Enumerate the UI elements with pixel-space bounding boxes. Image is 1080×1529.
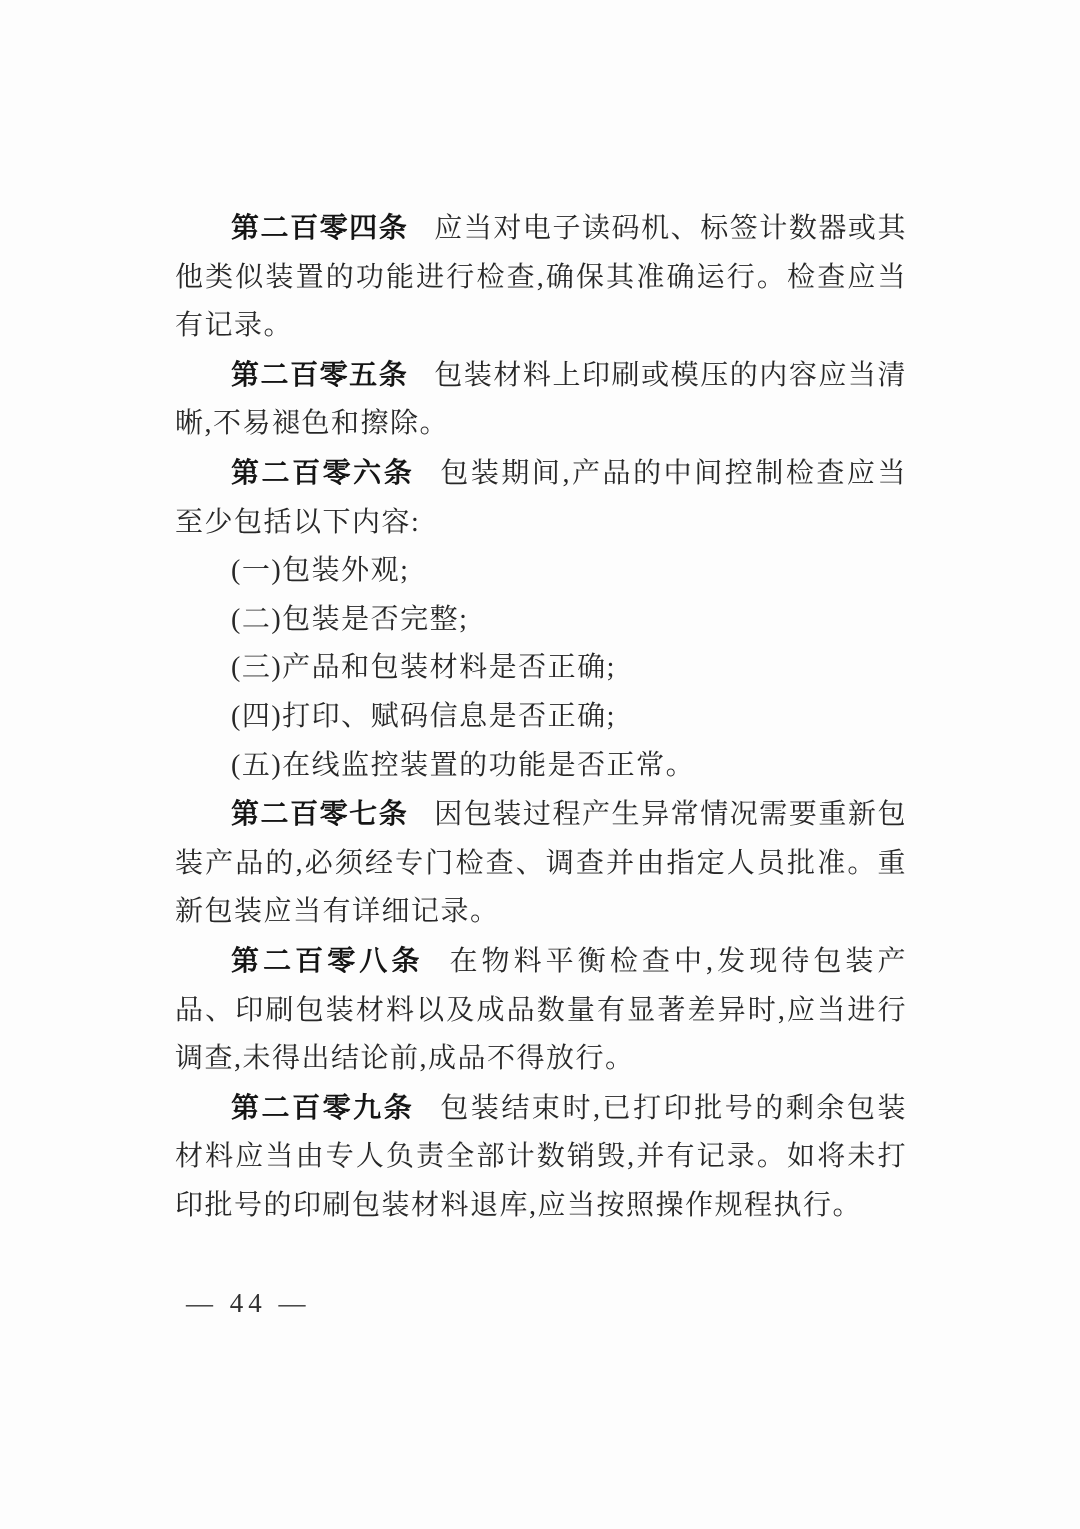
article-204-body: 应当对电子读码机、标签计数器或其他类似装置的功能进行检查,确保其准确运行。检查应当有记录。: [175, 213, 907, 342]
article-206: [175, 449, 907, 547]
article-207-heading: 第二百零七条: [231, 798, 409, 830]
article-206-item-2: (二)包装是否完整;: [231, 603, 469, 635]
article-209: [175, 1084, 907, 1231]
article-206-item-3: (三)产品和包装材料是否正确;: [231, 652, 616, 684]
article-208: [175, 937, 907, 1084]
page-number: — 44 —: [186, 1288, 311, 1318]
article-208-heading: 第二百零八条: [231, 944, 424, 976]
article-204-heading: 第二百零四条: [231, 212, 409, 243]
document-body: [175, 204, 907, 1230]
article-206-item-1: (一)包装外观;: [231, 555, 410, 587]
article-206-body: 包装期间,产品的中间控制检查应当至少包括以下内容:: [175, 457, 907, 538]
article-204: [175, 204, 907, 351]
article-207-body: 因包装过程产生异常情况需要重新包装产品的,必须经专门检查、调查并由指定人员批准。重新包装应当有详细记录。: [175, 799, 907, 928]
article-207: [175, 790, 907, 937]
article-205: [175, 351, 907, 449]
article-209-body: 包装结束时,已打印批号的剩余包装材料应当由专人负责全部计数销毁,并有记录。如将未打印批号的印刷包装材料退库,应当按照操作规程执行。: [175, 1092, 907, 1221]
article-206-item-5: (五)在线监控装置的功能是否正常。: [231, 749, 696, 781]
article-206-item-4: (四)打印、赋码信息是否正确;: [231, 700, 616, 732]
article-209-heading: 第二百零九条: [231, 1091, 415, 1123]
article-208-body: 在物料平衡检查中,发现待包装产品、印刷包装材料以及成品数量有显著差异时,应当进行调查,未得出结论前,成品不得放行。: [175, 945, 907, 1075]
article-206-heading: 第二百零六条: [231, 456, 415, 488]
article-205-body: 包装材料上印刷或模压的内容应当清晰,不易褪色和擦除。: [175, 359, 907, 440]
article-205-heading: 第二百零五条: [231, 358, 409, 390]
